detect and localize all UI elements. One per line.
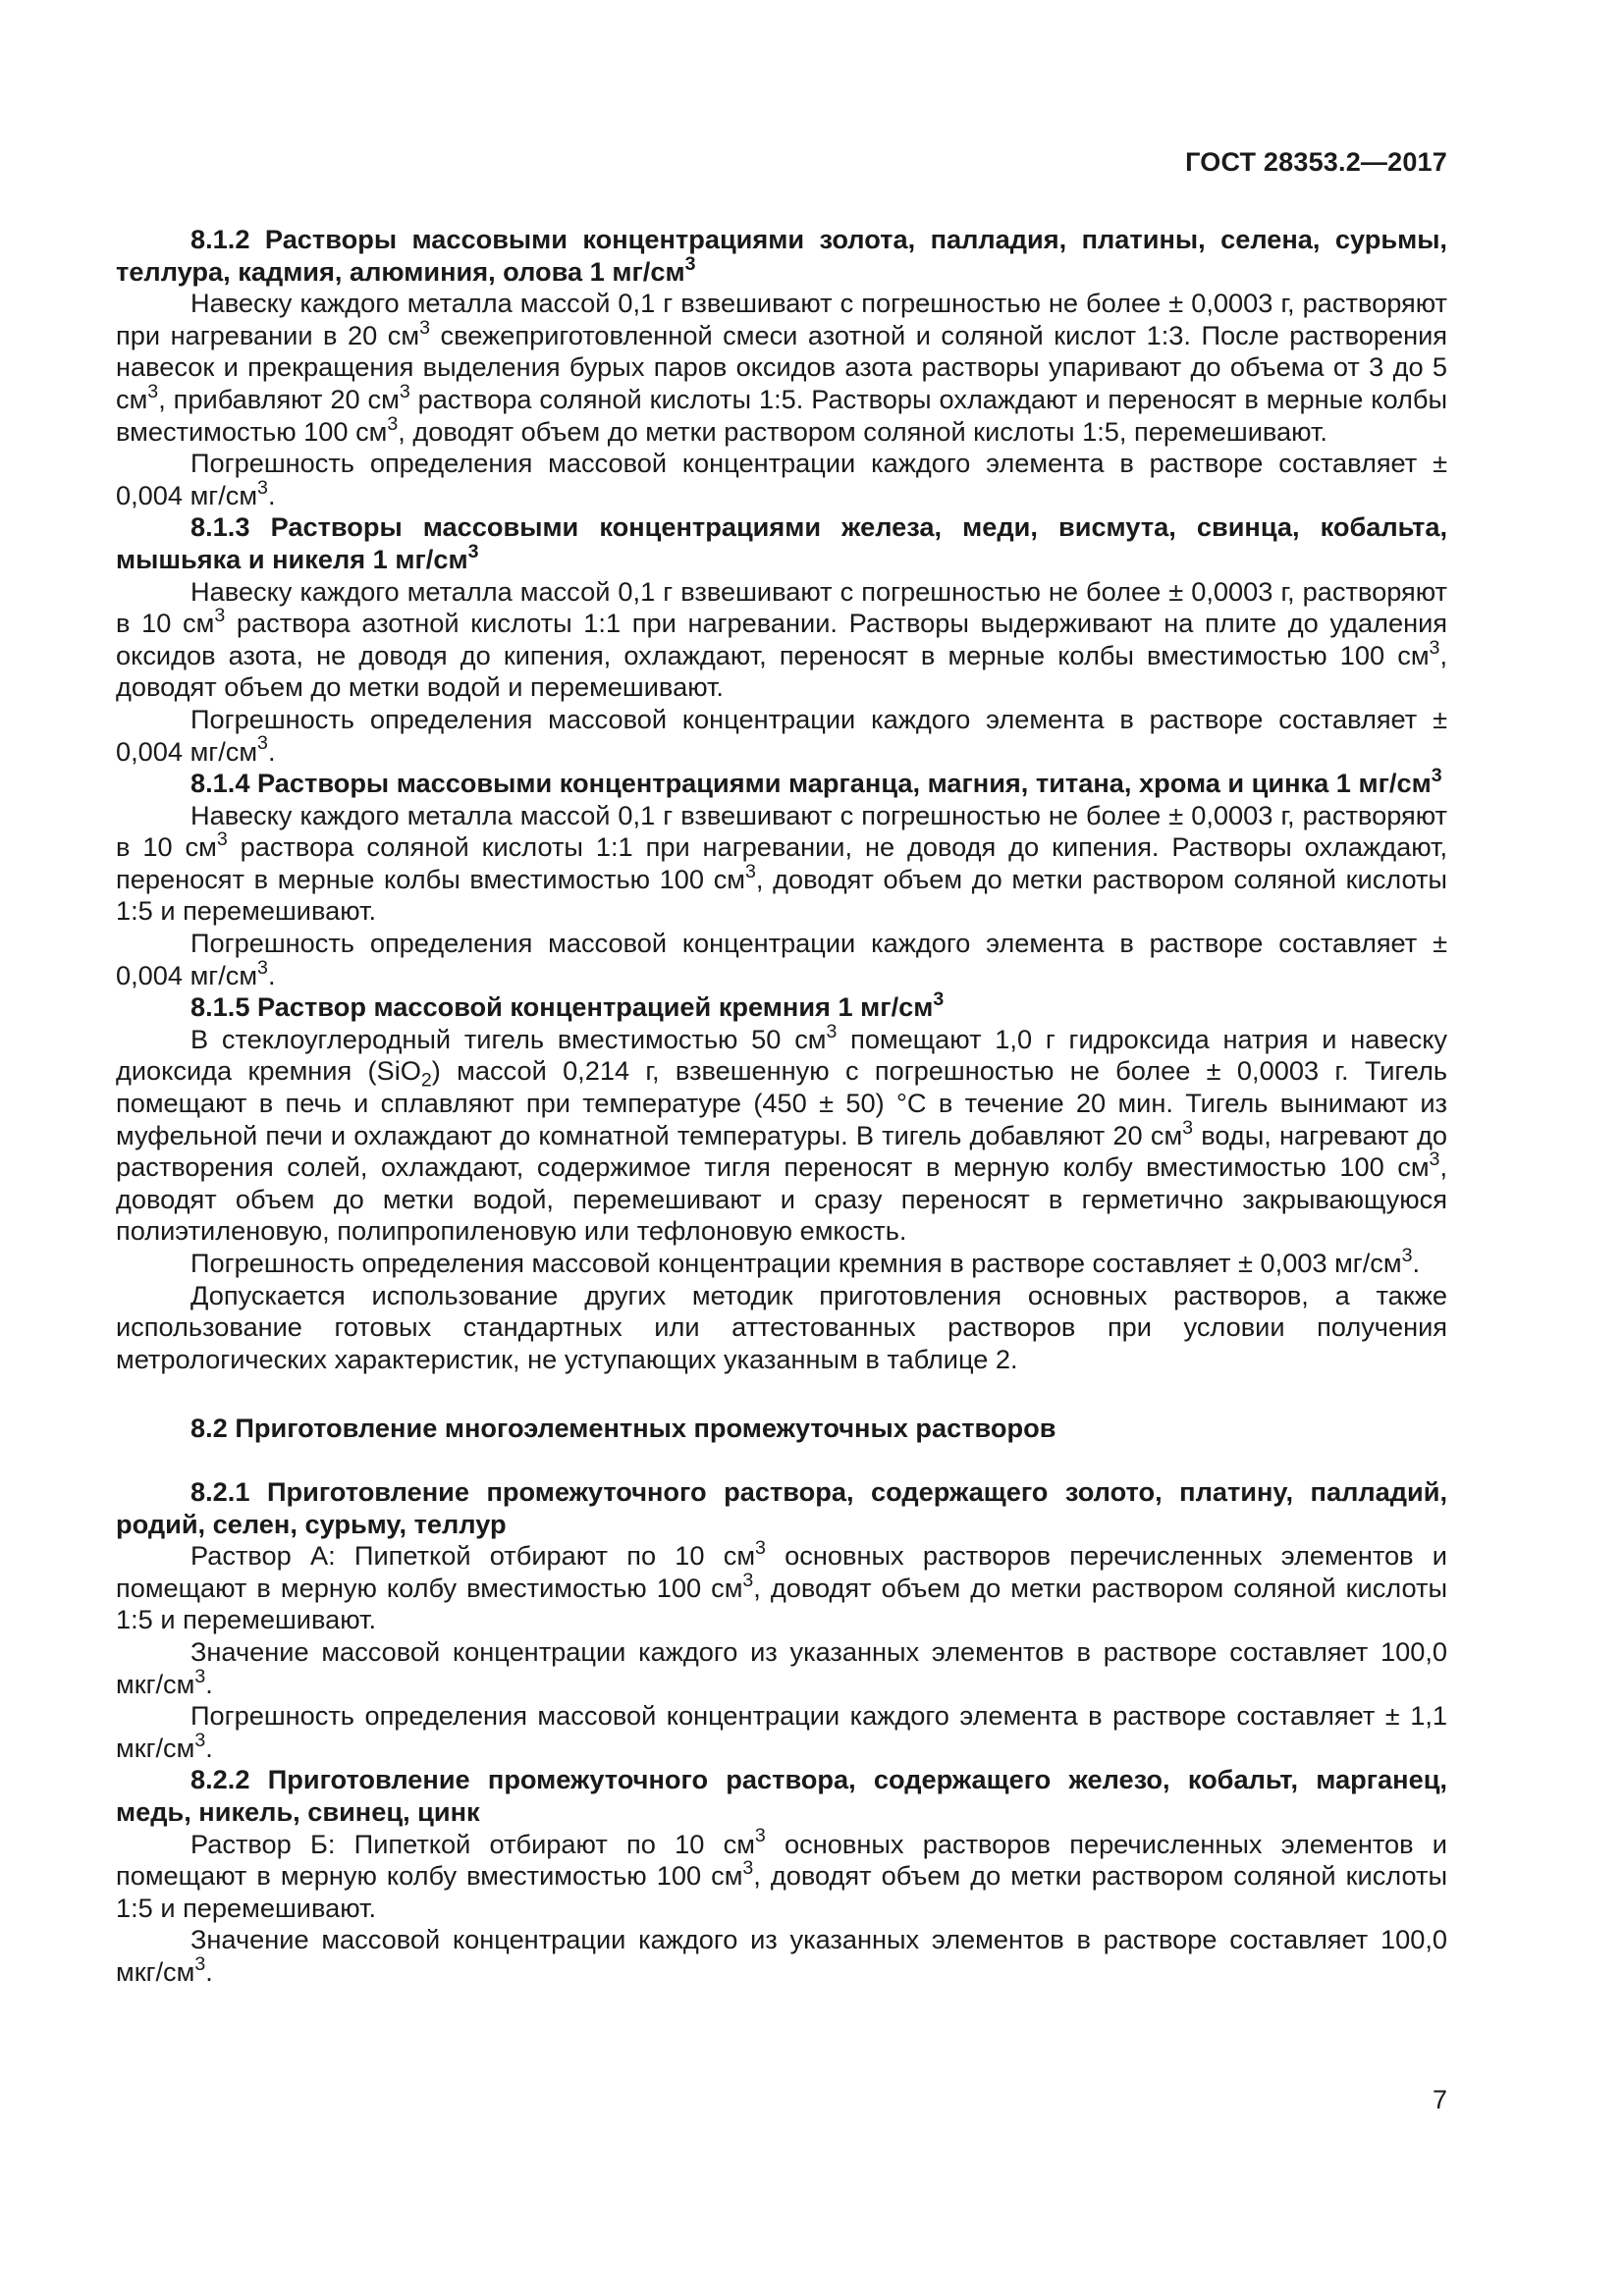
page-number: 7 xyxy=(1432,2085,1447,2114)
paragraph: Погрешность определения массовой концентрации кремния в растворе составляет ± 0,003 $мг/см^3$. xyxy=(190,1244,1421,1278)
paragraph: Значение массовой концентрации каждого из указанных элементов в растворе составляет 100,0 мкг/$см^3$. xyxy=(116,1635,1447,1699)
subsection-heading: 8.2.2 Приготовление промежуточного раствора, содержащего железо, кобальт, марганец, медь, никель, свинец, цинк xyxy=(116,1764,1447,1827)
section-heading: 8.2 Приготовление многоэлементных промежуточных растворов xyxy=(190,1413,1056,1444)
paragraph: Допускается использование других методик приготовления основных растворов, а также использование готовых стандартных или аттестованных растворов при условии получения метрологических характеристик, не уступающих указанным в таблице 2. xyxy=(116,1279,1447,1374)
paragraph: Навеску каждого металла массой 0,1 г взвешивают с погрешностью не более ± 0,0003 г, растворяют в 10 $см^3$ раствора азотной кислоты 1:1 при нагревании. Растворы выдерживают на плите до удаления оксидов азота, не доводя до кипения, охлаждают, переносят в мерные колбы вместимостью 100 $см^3$, доводят объем до метки водой и перемешивают. xyxy=(116,575,1447,703)
paragraph: Погрешность определения массовой концентрации каждого элемента в растворе составляет ± 1,1 мкг/$см^3$. xyxy=(116,1700,1447,1763)
subsection-heading: 8.1.2 Растворы массовыми концентрациями золота, палладия, платины, селена, сурьмы, теллура, кадмия, алюминия, олова 1 $мг/см^3$ xyxy=(116,224,1447,287)
subsection-heading: 8.2.1 Приготовление промежуточного раствора, содержащего золото, платину, палладий, родий, селен, сурьму, теллур xyxy=(116,1475,1447,1539)
document-code-header: ГОСТ 28353.2—2017 xyxy=(1185,147,1447,177)
paragraph: Погрешность определения массовой концентрации каждого элемента в растворе составляет ± 0,004 $мг/см^3$. xyxy=(116,703,1447,767)
subsection-heading: 8.1.3 Растворы массовыми концентрациями железа, меди, висмута, свинца, кобальта, мышьяка и никеля 1 $мг/см^3$ xyxy=(116,511,1447,574)
subsection-heading: 8.1.5 Раствор массовой концентрацией кремния 1 $мг/см^3$ xyxy=(190,988,945,1023)
paragraph: Погрешность определения массовой концентрации каждого элемента в растворе составляет ± 0,004 $мг/см^3$. xyxy=(116,928,1447,990)
paragraph: Раствор Б: Пипеткой отбирают по 10 $см^3$ основных растворов перечисленных элементов и помещают в мерную колбу вместимостью 100 $см^3$, доводят объем до метки раствором соляной кислоты 1:5 и перемешивают. xyxy=(116,1825,1447,1923)
paragraph: Погрешность определения массовой концентрации каждого элемента в растворе составляет ± 0,004 $мг/см^3$. xyxy=(116,448,1447,510)
paragraph: Раствор А: Пипеткой отбирают по 10 $см^3$ основных растворов перечисленных элементов и помещают в мерную колбу вместимостью 100 $см^3$, доводят объем до метки раствором соляной кислоты 1:5 и перемешивают. xyxy=(116,1537,1447,1635)
subsection-heading: 8.1.4 Растворы массовыми концентрациями марганца, магния, титана, хрома и цинка 1 $мг/см^3$ xyxy=(190,765,1442,799)
paragraph: Значение массовой концентрации каждого из указанных элементов в растворе составляет 100,0 мкг/$см^3$. xyxy=(116,1924,1447,1987)
document-body xyxy=(116,224,1447,1988)
paragraph: В стеклоуглеродный тигель вместимостью 50 $см^3$ помещают 1,0 г гидроксида натрия и навеску диоксида кремния (SiO$_2$) массой 0,214 г, взвешенную с погрешностью не более ± 0,0003 г. Тигель помещают в печь и сплавляют при температуре (450 ± 50) °С в течение 20 мин. Тигель вынимают из муфельной печи и охлаждают до комнатной температуры. В тигель добавляют 20 $см^3$ воды, нагревают до растворения солей, охлаждают, содержимое тигля переносят в мерную колбу вместимостью 100 $см^3$, доводят объем до метки водой, перемешивают и сразу переносят в герметично закрывающуюся полиэтиленовую, полипропиленовую или тефлоновую емкость. xyxy=(116,1020,1447,1247)
paragraph: Навеску каждого металла массой 0,1 г взвешивают с погрешностью не более ± 0,0003 г, растворяют в 10 $см^3$ раствора соляной кислоты 1:1 при нагревании, не доводя до кипения. Растворы охлаждают, переносят в мерные колбы вместимостью 100 $см^3$, доводят объем до метки раствором соляной кислоты 1:5 и перемешивают. xyxy=(116,799,1447,927)
paragraph: Навеску каждого металла массой 0,1 г взвешивают с погрешностью не более ± 0,0003 г, растворяют при нагревании в 20 $см^3$ свежеприготовленной смеси азотной и соляной кислот 1:3. После растворения навесок и прекращения выделения бурых паров оксидов азота растворы упаривают до объема от 3 до 5 $см^3$, прибавляют 20 $см^3$ раствора соляной кислоты 1:5. Растворы охлаждают и переносят в мерные колбы вместимостью 100 $см^3$, доводят объем до метки раствором соляной кислоты 1:5, перемешивают. xyxy=(116,288,1447,447)
